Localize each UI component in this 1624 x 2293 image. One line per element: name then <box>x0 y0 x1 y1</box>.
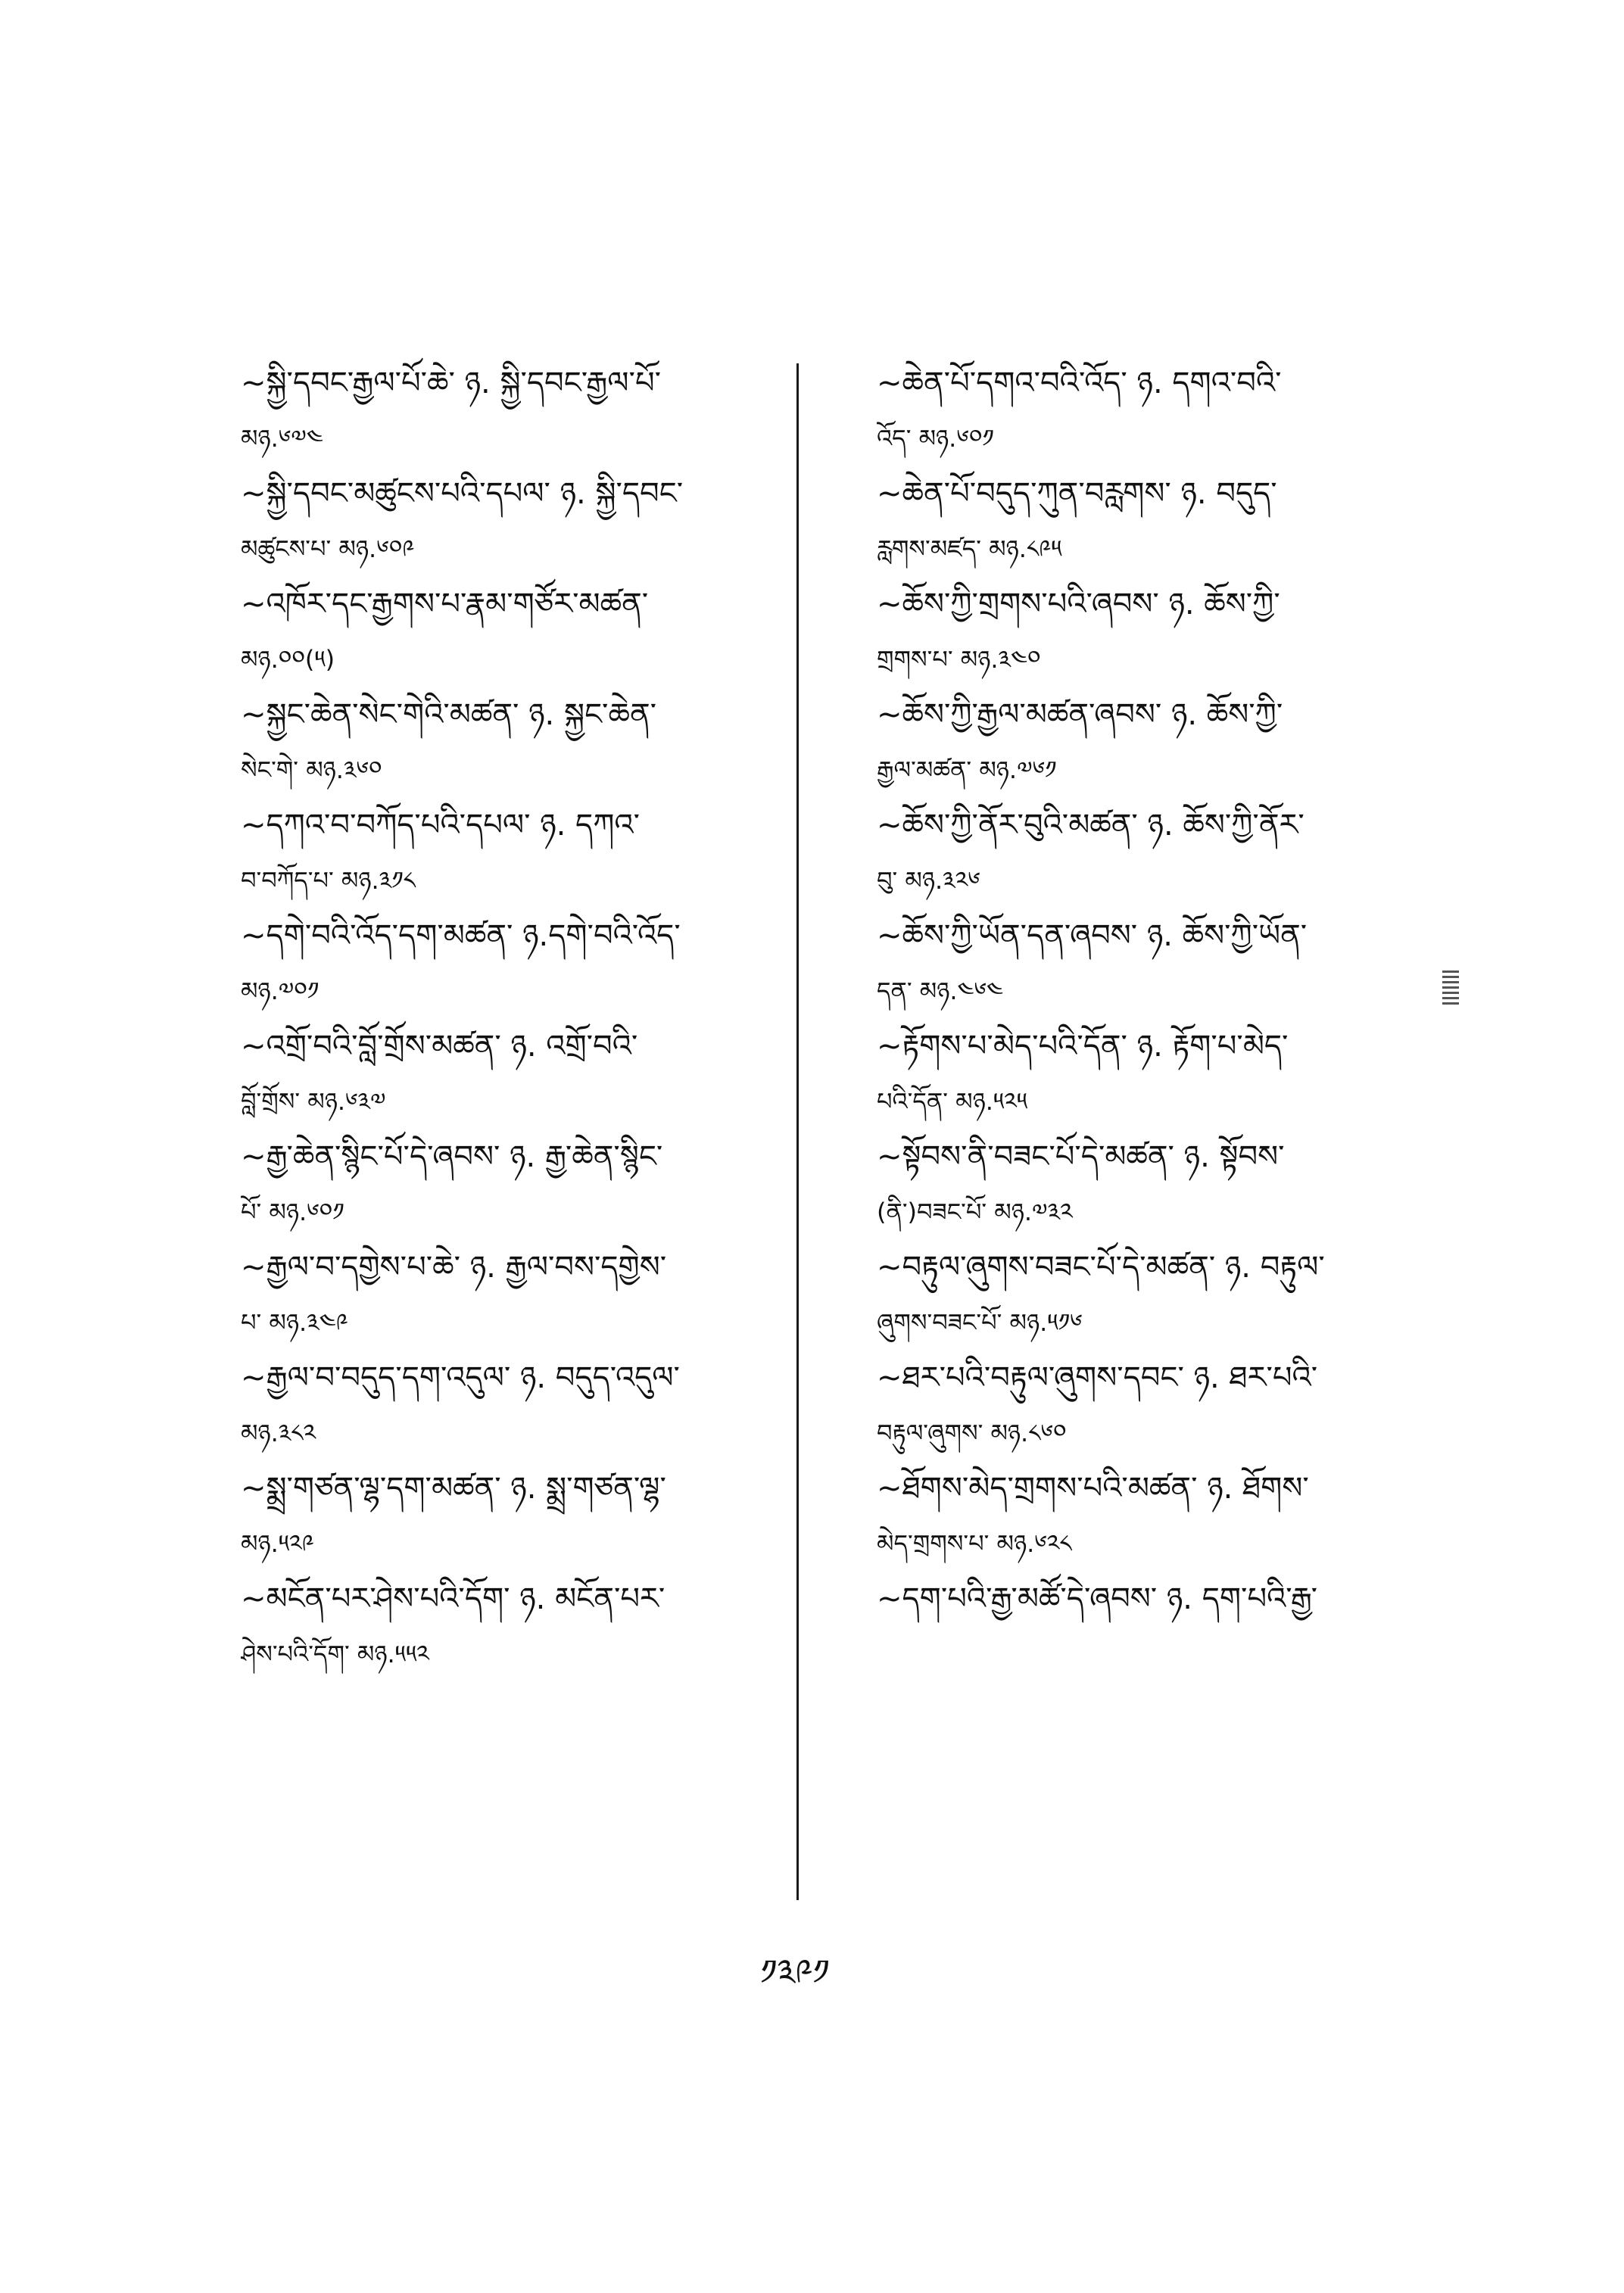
entry-line: པོ་ མཉ.༦༠༡ <box>241 1198 344 1226</box>
entry-line: མེད་གྲགས་པ་ མཉ.༦༢༨ <box>877 1529 1072 1558</box>
entry-line: ~ཆོས་ཀྱི་ནོར་བུའི་མཚན་ ཉ. ཆོས་ཀྱི་ནོར་ <box>877 808 1304 843</box>
entry-line: ~དགེ་བའི་འོད་དག་མཚན་ ཉ.དགེ་བའི་འོད་ <box>241 918 681 953</box>
entry-line: ~ཆོས་ཀྱི་ཡོན་དན་ཞབས་ ཉ. ཆོས་ཀྱི་ཡོན་ <box>877 918 1308 953</box>
entry-line: ~སྐྱང་ཆེན་སེང་གེའི་མཚན་ ཉ. སྐྱང་ཆེན་ <box>241 697 657 732</box>
entry-line: ~རྒྱ་ཆེན་སྙིང་པོ་དེ་ཞབས་ ཉ. རྒྱ་ཆེན་སྙིང་ <box>241 1139 663 1174</box>
entry-line: བློ་གྲོས་ མཉ.༦༣༧ <box>241 1087 386 1116</box>
entry-line: ~སྟོབས་ནི་བཟང་པོ་དེ་མཚན་ ཉ. སྟོབས་ <box>877 1139 1285 1174</box>
entry-line: ཤེས་པའི་དོག་ མཉ.༥༥༢ <box>241 1640 429 1668</box>
entry-line: མཉ.༥༢༩ <box>241 1529 314 1558</box>
entry-line: མཉ.༦༧༤ <box>241 424 323 453</box>
entry-line: (ནི་)བཟང་པོ་ མཉ.༧༣༢ <box>877 1198 1073 1226</box>
entry-line: མཚུངས་པ་ མཉ.༦༠༩ <box>241 534 415 563</box>
entry-line: པ་ མཉ.༣༤༩ <box>241 1308 348 1337</box>
entry-line: མཉ.༠༠(༥) <box>241 645 335 674</box>
right-column <box>877 356 1437 1627</box>
entry-line: གྲགས་པ་ མཉ.༣༤༠ <box>877 645 1041 674</box>
entry-line: ~མངོན་པར་ཤེས་པའི་དོག་ ཉ. མངོན་པར་ <box>241 1581 665 1616</box>
entry-line: ~བརྟུལ་ཞུགས་བཟང་པོ་དེ་མཚན་ ཉ. བརྟུལ་ <box>877 1250 1325 1285</box>
entry-line: པའི་དོན་ མཉ.༥༢༥ <box>877 1087 1028 1116</box>
entry-line: ~སྨྲ་གཙན་ལྷ་དག་མཚན་ ཉ. སྨྲ་གཙན་ལྷ་ <box>241 1471 666 1506</box>
entry-line: ~དཀའ་བ་བཀོད་པའི་དཔལ་ ཉ. དཀའ་ <box>241 808 640 843</box>
entry-line: ~ཐར་པའི་བརྟུལ་ཞུགས་དབང་ ཉ. ཐར་པའི་ <box>877 1360 1318 1395</box>
entry-line: ~སྐྱི་དབང་མཚུངས་པའི་དཔལ་ ཉ. སྐྱི་དབང་ <box>241 476 684 511</box>
entry-line: ~འགྲོ་བའི་བློ་གྲོས་མཚན་ ཉ. འགྲོ་བའི་ <box>241 1029 638 1064</box>
entry-line: དན་ མཉ.༤༦༤ <box>877 977 1003 1005</box>
entry-line: རླགས་མཛད་ མཉ.༨༩༥ <box>877 534 1062 563</box>
column-divider <box>796 363 799 1900</box>
entry-line: བརྟུལ་ཞུགས་ མཉ.༨༦༠ <box>877 1419 1067 1447</box>
entry-line: ~ཆེན་པོ་དགའ་བའི་འོད་ ཉ. དགའ་བའི་ <box>877 366 1282 400</box>
margin-scan-mark <box>1442 970 1459 1007</box>
entry-line: ~ཆེན་པོ་བདུད་ཀུན་བརླགས་ ཉ. བདུད་ <box>877 476 1277 511</box>
entry-line: ~ཆོས་ཀྱི་རྒྱལ་མཚན་ཞབས་ ཉ. ཆོས་ཀྱི་ <box>877 697 1283 732</box>
entry-line: འོད་ མཉ.༦༠༡ <box>877 424 994 453</box>
entry-line: ~རྒྱལ་བ་བདུད་དག་འདུལ་ ཉ. བདུད་འདུལ་ <box>241 1360 680 1395</box>
entry-line: ཞུགས་བཟང་པོ་ མཉ.༥༡༦ <box>877 1308 1083 1337</box>
entry-line: མཉ.༣༨༢ <box>241 1419 316 1447</box>
left-column <box>241 356 801 1682</box>
entry-line: བུ་ མཉ.༣༢༦ <box>877 866 980 895</box>
entry-line: ~དག་པའི་རྒྱ་མཚོ་དེ་ཞབས་ ཉ. དག་པའི་རྒྱ་ <box>877 1581 1318 1616</box>
entry-line: ~རྟོགས་པ་མེད་པའི་དོན་ ཉ. རྟོག་པ་མེད་ <box>877 1029 1289 1064</box>
entry-line: བ་བཀོད་པ་ མཉ.༣༡༨ <box>241 866 416 895</box>
entry-line: སེང་གེ་ མཉ.༣༦༠ <box>241 756 382 784</box>
entry-line: མཉ.༧༠༡ <box>241 977 320 1005</box>
entry-line: ~ཆོས་ཀྱི་གྲགས་པའི་ཞབས་ ཉ. ཆོས་ཀྱི་ <box>877 587 1280 622</box>
page-number: ༡༣༩༡ <box>760 1952 830 1992</box>
entry-line: ~ཐོགས་མེད་གྲགས་པའི་མཚན་ ཉ. ཐོགས་ <box>877 1471 1309 1506</box>
entry-line: ~འཁོར་དང་རྒྱགས་པ་རྣམ་གཙོར་མཚན་ <box>241 587 649 622</box>
entry-line: ~སྐྱི་དབང་རྒྱལ་པོ་ཆེ་ ཉ. སྐྱི་དབང་རྒྱལ་པོ་ <box>241 366 661 400</box>
entry-line: རྒྱལ་མཚན་ མཉ.༧༦༡ <box>877 756 1057 784</box>
entry-line: ~རྒྱལ་བ་དགྱེས་པ་ཆེ་ ཉ. རྒྱལ་བས་དགྱེས་ <box>241 1250 667 1285</box>
